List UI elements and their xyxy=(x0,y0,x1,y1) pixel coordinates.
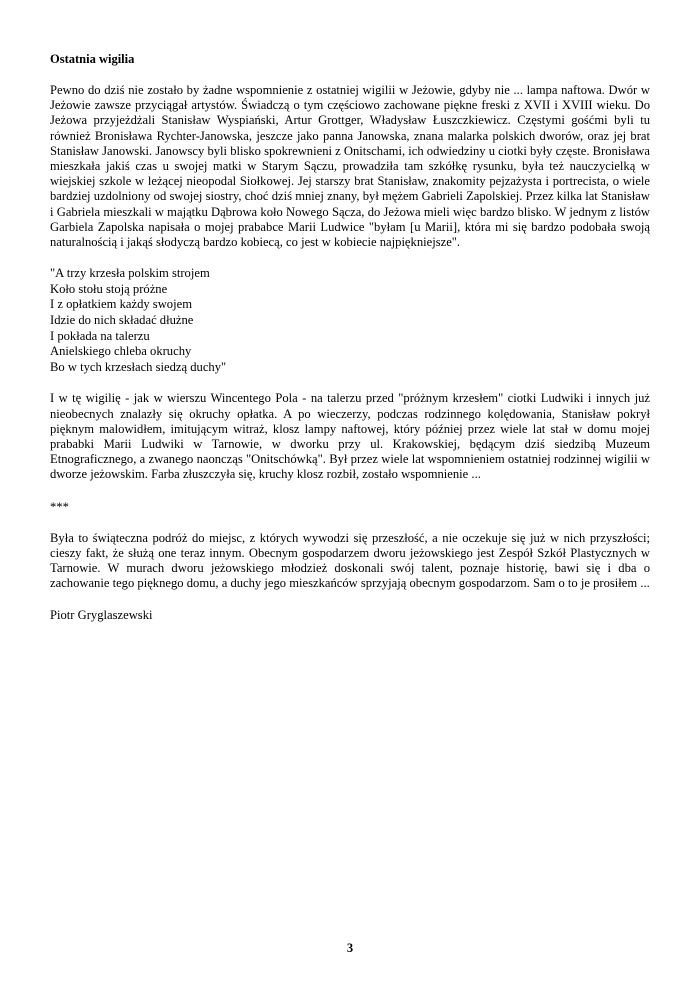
poem-quote xyxy=(50,266,650,375)
poem-line: I z opłatkiem każdy swojem xyxy=(50,297,192,312)
paragraph-closing: Była to świąteczna podróż do miejsc, z których wywodzi się przeszłość, a nie oczekuje się już w nich przyszłości; cieszy fakt, że służą one teraz innym. Obecnym gospodarzem dworu jeżowskiego jest Zespół Szkół Plastycznych w Tarnowie. W murach dworu jeżowskiego młodzież doskonali swój talent, poznaje historię, bawi się i dba o zachowanie tego pięknego domu, a duchy jego mieszkańców sprzyjają obecnym gospodarzom. Sam o to je prosiłem ... xyxy=(50,530,650,591)
section-separator: *** xyxy=(50,499,69,514)
poem-line: Anielskiego chleba okruchy xyxy=(50,344,192,359)
poem-line: I pokłada na talerzu xyxy=(50,328,150,343)
paragraph-intro: Pewno do dziś nie zostało by żadne wspomnienie z ostatniej wigilii w Jeżowie, gdyby nie ... lampa naftowa. Dwór w Jeżowie zawsze przyciągał artystów. Świadczą o tym częściowo zachowane piękne freski z XVII i XVIII wieku. Do Jeżowa przyjeżdżali Stanisław Wyspiański, Artur Grottger, Władysław Łuszczkiewicz. Częstymi gośćmi byli tu również Bronisława Rychter-Janowska, jeszcze jako panna Janowska, znana malarka polskich dworów, oraz jej brat Stanisław Janowski. Janowscy byli blisko spokrewnieni z Onitschami, ich odwiedziny u ciotki były częste. Bronisława mieszkała jakiś czas u swojej matki w Starym Sączu, prowadziła tam szkółkę rysunku, była też nauczycielką w wiejskiej szkole w leżącej nieopodal Siołkowej. Jej starszy brat Stanisław, znakomity pejzażysta i portrecista, o wiele bardziej uzdolniony od swojej siostry, choć dziś mniej znany, był mężem Gabrieli Zapolskiej. Przez kilka lat Stanisław i Gabriela mieszkali w majątku Dąbrowa koło Nowego Sącza, do Jeżowa mieli więc bardzo blisko. W jednym z listów Garbiela Zapolska napisała o mojej prababce Marii Ludwice "byłam [u Marii], która mi się bardzo podobała swoją naturalnością i jakąś słodyczą bardzo kobiecą, co jest w kobiecie najpiękniejsze". xyxy=(50,83,650,250)
page-number: 3 xyxy=(346,941,354,955)
poem-line: "A trzy krzesła polskim strojem xyxy=(50,266,210,281)
poem-line: Koło stołu stoją próżne xyxy=(50,281,168,296)
paragraph-wigilia: I w tę wigilię - jak w wierszu Wincentego Pola - na talerzu przed "próżnym krzesłem" ciotki Ludwiki i innych już nieobecnych znalazły się okruchy opłatka. A po wieczerzy, podczas rodzinnego kolędowania, Stanisław pokrył pięknym malowidłem, imitującym witraż, klosz lampy naftowej, który później przez wiele lat stał w domu mojej prababki Marii Ludwiki w Tarnowie, w dworku przy ul. Krakowskiej, będącym dziś siedzibą Muzeum Etnograficznego, a zwanego naoncząs "Onitschówką". Był przez wiele lat wspomnieniem ostatniej rodzinnej wigilii w dworze jeżowskim. Farba złuszczyła się, kruchy klosz rozbił, zostało wspomnienie ... xyxy=(50,391,650,482)
document-body xyxy=(50,51,650,623)
article-title: Ostatnia wigilia xyxy=(50,52,135,66)
poem-line: Idzie do nich składać dłużne xyxy=(50,313,194,328)
poem-line: Bo w tych krzesłach siedzą duchy" xyxy=(50,359,227,374)
author-signature: Piotr Gryglaszewski xyxy=(50,608,153,623)
